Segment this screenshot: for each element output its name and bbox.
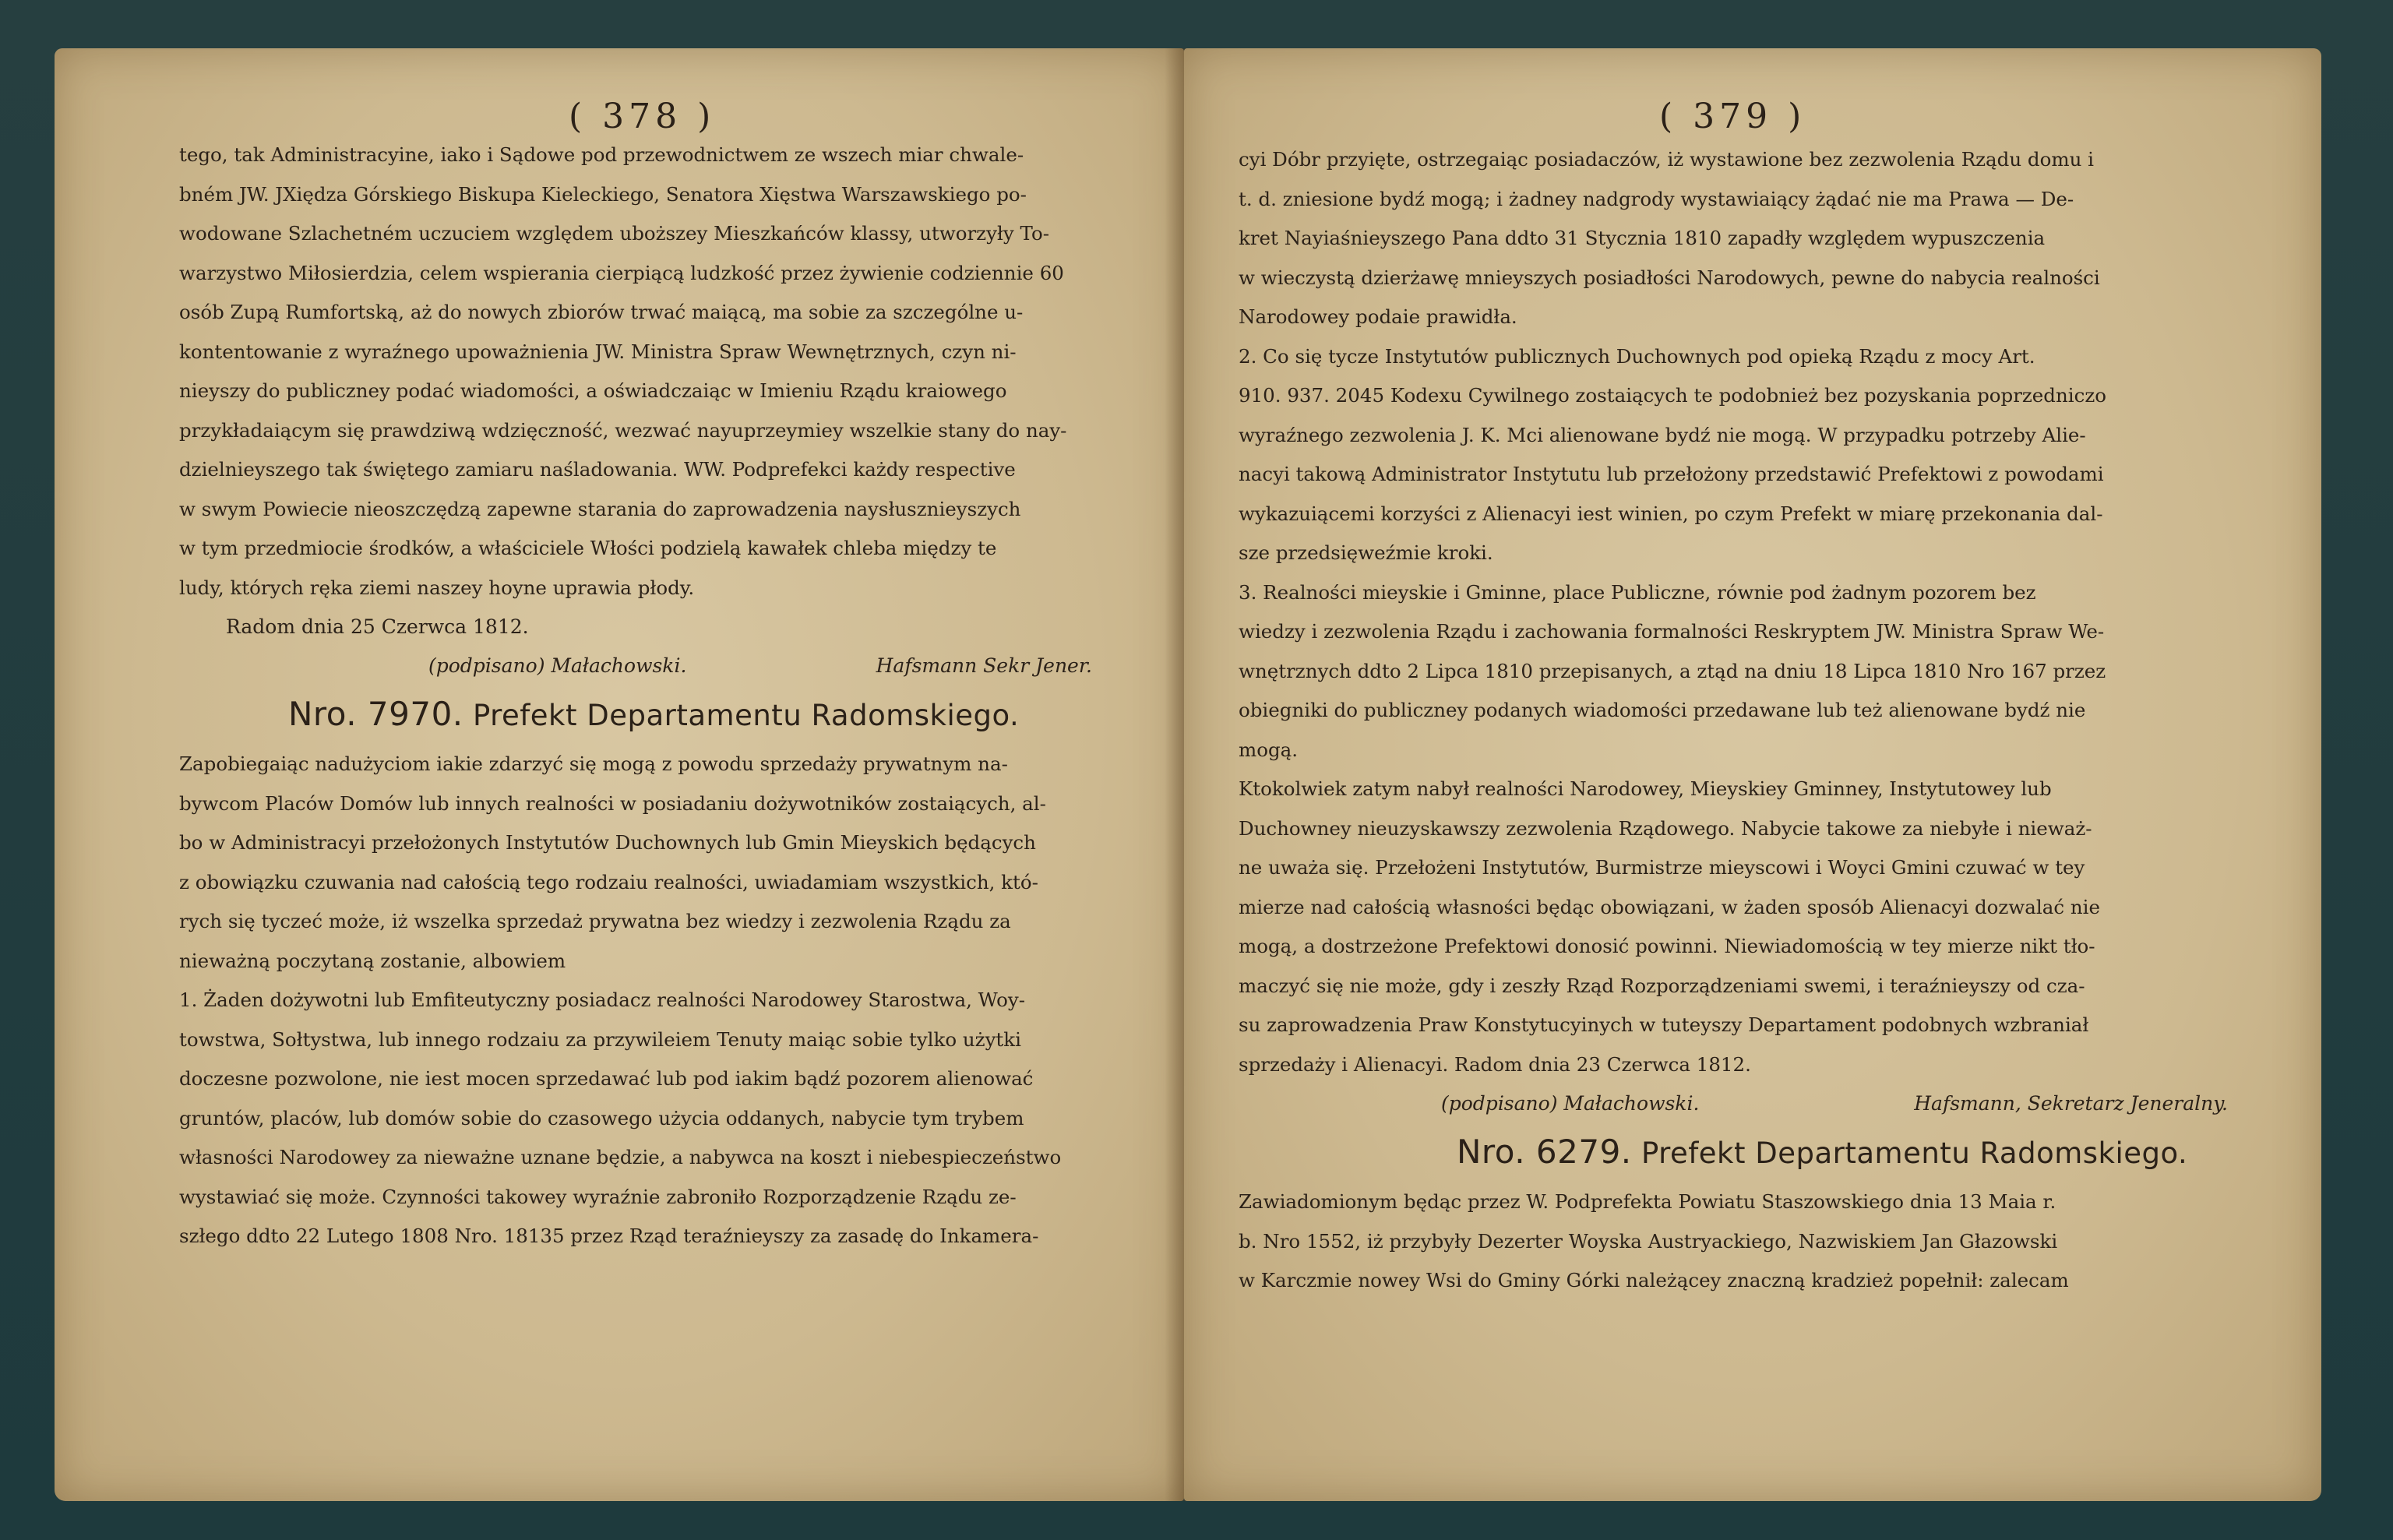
text-line: bo w Administracyi przełożonych Instytutów Duchownych lub Gmin Mieyskich będących	[179, 831, 1036, 854]
text-line: dzielnieyszego tak świętego zamiaru naśladowania. WW. Podprefekci każdy respective	[179, 458, 1016, 481]
text-line: 1. Żaden dożywotni lub Emfiteutyczny posiadacz realności Narodowey Starostwa, Woy-	[179, 988, 1026, 1011]
heading-number: Nro. 7970.	[288, 695, 463, 733]
text-line: z obowiązku czuwania nad całością tego rodzaiu realności, uwiadamiam wszystkich, któ-	[179, 870, 1038, 893]
text-line: szłego ddto 22 Lutego 1808 Nro. 18135 przez Rząd teraźnieyszy za zasadę do Inkamera-	[179, 1225, 1039, 1247]
text-line: b. Nro 1552, iż przybyły Dezerter Woyska Austryackiego, Nazwiskiem Jan Głazowski	[1239, 1229, 2058, 1253]
text-line: w swym Powiecie nieoszczędzą zapewne starania do zaprowadzenia naysłusznieyszych	[179, 497, 1021, 520]
signature-line	[179, 647, 1115, 685]
date-line: Radom dnia 25 Czerwca 1812.	[226, 615, 529, 638]
text-line: Zawiadomionym będąc przez W. Podprefekta Powiatu Staszowskiego dnia 13 Maia r.	[1239, 1190, 2056, 1213]
text-line: towstwa, Sołtystwa, lub innego rodzaiu za przywileiem Tenuty maiąc sobie tylko użytki	[179, 1027, 1021, 1051]
signature-left: (podpisano) Małachowski.	[1441, 1092, 1700, 1115]
text-line: tego, tak Administracyine, iako i Sądowe pod przewodnictwem ze wszech miar chwale-	[179, 143, 1024, 166]
text-line: mogą, a dostrzeżone Prefektowi donosić powinni. Niewiadomością w tey mierze nikt tło-	[1239, 935, 2095, 957]
right-page	[1184, 48, 2321, 1501]
left-page	[55, 48, 1184, 1501]
text-line: wykazuiącemi korzyści z Alienacyi iest winien, po czym Prefekt w miarę przekonania dal-	[1239, 502, 2103, 525]
text-line: w wieczystą dzierżawę mnieyszych posiadłości Narodowych, pewne do nabycia realności	[1239, 266, 2100, 289]
text-line: w Karczmie nowey Wsi do Gminy Górki należącey znaczną kradzież popełnił: zalecam	[1239, 1269, 2069, 1292]
text-line: wodowane Szlachetném uczuciem względem uboższey Mieszkańców klassy, utworzyły To-	[179, 222, 1049, 245]
text-line: mogą.	[1239, 738, 1299, 761]
signature-right: Hafsmann Sekr Jener.	[876, 654, 1092, 677]
text-line: rych się tyczeć może, iż wszelka sprzedaż prywatna bez wiedzy i zezwolenia Rządu za	[179, 910, 1011, 932]
text-line: sprzedaży i Alienacyi. Radom dnia 23 Czerwca 1812.	[1239, 1052, 1751, 1076]
text-line: sze przedsięweźmie kroki.	[1239, 541, 1493, 564]
page-number: ( 378 )	[569, 97, 716, 136]
text-block	[179, 136, 1115, 608]
text-line: maczyć się nie może, gdy i zeszły Rząd Rozporządzeniami swemi, i teraźnieyszy od cza-	[1239, 974, 2085, 997]
text-line: przykładaiącym się prawdziwą wdzięczność, wezwać nayuprzeymiey wszelkie stany do nay-	[179, 418, 1067, 442]
text-line: wystawiać się może. Czynności takowey wyraźnie zabroniło Rozporządzenie Rządu ze-	[179, 1185, 1017, 1208]
text-line: kontentowanie z wyraźnego upoważnienia JW. Ministra Spraw Wewnętrznych, czyn ni-	[179, 340, 1017, 363]
text-line: mierze nad całością własności będąc obowiązani, w żaden sposób Alienacyi dozwalać nie	[1239, 895, 2100, 918]
text-line: gruntów, placów, lub domów sobie do czasowego użycia oddanych, nabycie tym trybem	[179, 1106, 1024, 1129]
text-line: wiedzy i zezwolenia Rządu i zachowania formalności Reskryptem JW. Ministra Spraw We-	[1239, 620, 2105, 643]
text-line: nieyszy do publiczney podać wiadomości, a oświadczaiąc w Imieniu Rządu kraiowego	[179, 379, 1007, 402]
text-line: warzystwo Miłosierdzia, celem wspierania cierpiącą ludzkość przez żywienie codziennie 60	[179, 261, 1064, 284]
text-line: 910. 937. 2045 Kodexu Cywilnego zostaiących te podobnież bez pozyskania poprzedniczo	[1239, 384, 2106, 407]
text-block	[1239, 140, 2251, 1084]
text-line: wnętrznych ddto 2 Lipca 1810 przepisanych, a ztąd na dniu 18 Lipca 1810 Nro 167 przez	[1239, 659, 2106, 682]
text-line: nieważną poczytaną zostanie, albowiem	[179, 949, 566, 972]
text-line: 2. Co się tycze Instytutów publicznych Duchownych pod opieką Rządu z mocy Art.	[1239, 344, 2035, 368]
text-line: Ktokolwiek zatym nabył realności Narodowey, Mieyskiey Gminney, Instytutowey lub	[1239, 777, 2052, 800]
signature-line	[1239, 1084, 2251, 1123]
section-heading	[1239, 1123, 2251, 1182]
text-line: osób Zupą Rumfortską, aż do nowych zbiorów trwać maiącą, ma sobie za szczególne u-	[179, 301, 1024, 323]
text-line: su zaprowadzenia Praw Konstytucyinych w tuteyszy Departament podobnych wzbraniał	[1239, 1013, 2089, 1036]
text-line: Duchowney nieuzyskawszy zezwolenia Rządowego. Nabycie takowe za niebyłe i nieważ-	[1239, 816, 2092, 840]
text-line: ludy, których ręka ziemi naszey hoyne uprawia płody.	[179, 576, 695, 599]
text-line: własności Narodowey za nieważne uznane będzie, a nabywca na koszt i niebespieczeństwo	[179, 1146, 1062, 1168]
text-line: Zapobiegaiąc nadużyciom iakie zdarzyć się mogą z powodu sprzedaży prywatnym na-	[179, 752, 1008, 775]
text-block	[179, 745, 1115, 1256]
text-line: obiegniki do publiczney podanych wiadomości przedawane lub też alienowane bydź nie	[1239, 699, 2086, 721]
text-line: w tym przedmiocie środków, a właściciele Włości podzielą kawałek chleba między te	[179, 537, 997, 559]
text-line: Narodowey podaie prawidła.	[1239, 305, 1517, 328]
page-number: ( 379 )	[1659, 97, 1806, 136]
heading-number: Nro. 6279.	[1457, 1133, 1632, 1171]
text-line: doczesne pozwolone, nie iest mocen sprzedawać lub pod iakim bądź pozorem alienować	[179, 1067, 1034, 1090]
section-heading	[179, 685, 1115, 745]
signature-right: Hafsmann, Sekretarz Jeneralny.	[1914, 1092, 2228, 1115]
heading-title: Prefekt Departamentu Radomskiego.	[1641, 1136, 2188, 1170]
text-line: nacyi takową Administrator Instytutu lub przełożony przedstawić Prefektowi z powodami	[1239, 463, 2104, 485]
text-line: wyraźnego zezwolenia J. K. Mci alienowane bydź nie mogą. W przypadku potrzeby Alie-	[1239, 423, 2086, 446]
text-line: 3. Realności mieyskie i Gminne, place Publiczne, równie pod żadnym pozorem bez	[1239, 580, 2036, 604]
text-line: cyi Dóbr przyięte, ostrzegaiąc posiadaczów, iż wystawione bez zezwolenia Rządu domu i	[1239, 148, 2094, 171]
text-line: ne uważa się. Przełożeni Instytutów, Burmistrze mieyscowi i Woyci Gmini czuwać w tey	[1239, 856, 2085, 879]
text-line: t. d. zniesione bydź mogą; i żadney nadgrody wystawiaiący żądać nie ma Prawa — De-	[1239, 187, 2074, 210]
text-block	[1239, 1182, 2251, 1301]
text-line: kret Nayiaśnieyszego Pana ddto 31 Stycznia 1810 zapadły względem wypuszczenia	[1239, 227, 2046, 249]
signature-left: (podpisano) Małachowski.	[428, 654, 687, 677]
text-line: bném JW. JXiędza Górskiego Biskupa Kieleckiego, Senatora Xięstwa Warszawskiego po-	[179, 182, 1027, 206]
heading-title: Prefekt Departamentu Radomskiego.	[472, 699, 1020, 732]
text-line: bywcom Placów Domów lub innych realności w posiadaniu dożywotników zostaiących, al-	[179, 791, 1046, 815]
